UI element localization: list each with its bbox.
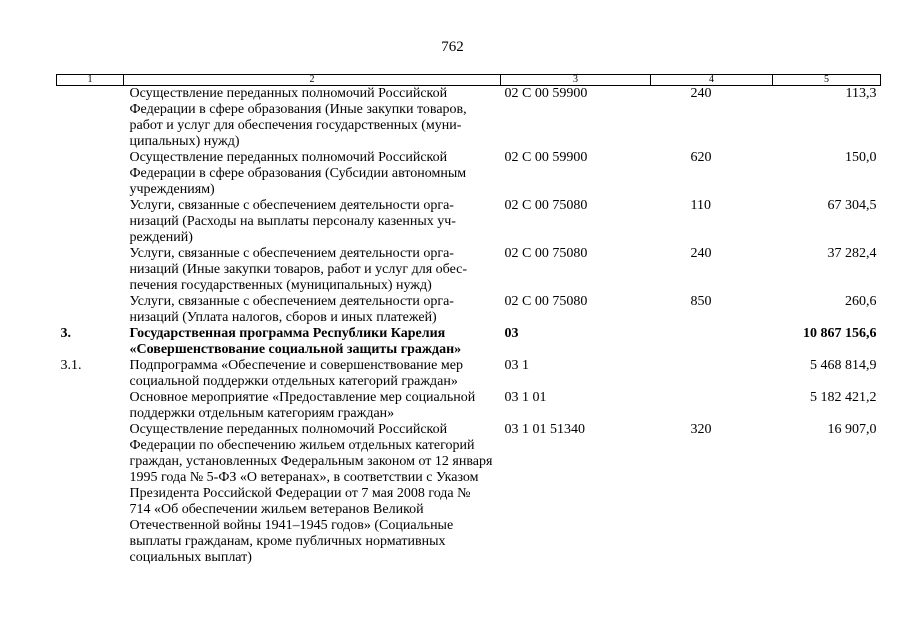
column-header-1: 1	[57, 75, 124, 86]
row-name: Услуги, связанные с обеспечением деятельности организаций (Иные закупки товаров, работ и услуг для обеспечения государственных (муниципальных) нужд)	[129, 246, 468, 293]
row-amount: 113,3	[845, 86, 877, 101]
table-body	[57, 86, 881, 567]
row-code: 02 С 00 59900	[504, 150, 588, 165]
row-expense-type: 320	[690, 422, 712, 437]
table-row	[57, 326, 881, 358]
row-number	[57, 294, 124, 326]
table-row	[57, 422, 881, 566]
table-row	[57, 358, 881, 390]
row-number	[57, 86, 124, 151]
table-row	[57, 246, 881, 294]
row-name: Услуги, связанные с обеспечением деятельности организаций (Расходы на выплаты персоналу казенных учреждений)	[129, 198, 456, 245]
row-name: Основное мероприятие «Предоставление мер социальной поддержки отдельным категориям граждан»	[129, 390, 476, 421]
row-expense-type	[651, 390, 773, 422]
column-header-4: 4	[651, 75, 773, 86]
row-name: Осуществление переданных полномочий Российской Федерации в сфере образования (Субсидии автономным учреждениям)	[129, 150, 467, 197]
row-number	[57, 422, 124, 566]
row-number	[57, 198, 124, 246]
row-expense-type	[651, 326, 773, 358]
row-expense-type: 620	[690, 150, 712, 165]
row-code: 03 1 01 51340	[504, 422, 585, 437]
row-number	[57, 150, 124, 198]
table-row	[57, 150, 881, 198]
row-name: Подпрограмма «Обеспечение и совершенствование мер социальной поддержки отдельных категорий граждан»	[129, 358, 463, 389]
table-row	[57, 86, 881, 151]
row-amount: 37 282,4	[827, 246, 877, 261]
row-number	[57, 246, 124, 294]
row-name: Осуществление переданных полномочий Российской Федерации в сфере образования (Иные закупки товаров, работ и услуг для обеспечения государственных (муниципальных) нужд)	[129, 86, 467, 149]
row-amount: 16 907,0	[827, 422, 877, 437]
row-number	[57, 390, 124, 422]
row-code: 02 С 00 75080	[504, 198, 588, 213]
budget-table	[56, 74, 881, 566]
row-amount: 5 182 421,2	[810, 390, 877, 405]
table-row	[57, 198, 881, 246]
row-name: Осуществление переданных полномочий Российской Федерации по обеспечению жильем отдельных категорий граждан, установленных Федеральным законом от 12 января 1995 года № 5-ФЗ «О ветеранах», в соответствии с Указом Президента Российской Федерации от 7 мая 2008 года № 714 «Об обеспечении жильем ветеранов Великой Отечественной войны 1941–1945 годов» (Социальные выплаты гражданам, кроме публичных нормативных социальных выплат)	[129, 422, 493, 565]
row-number: 3.1.	[60, 358, 82, 373]
row-amount: 67 304,5	[827, 198, 877, 213]
row-amount: 150,0	[845, 150, 877, 165]
row-expense-type: 240	[690, 86, 712, 101]
row-name: Услуги, связанные с обеспечением деятельности организаций (Уплата налогов, сборов и иных платежей)	[129, 294, 454, 325]
row-expense-type: 850	[690, 294, 712, 309]
table-row	[57, 390, 881, 422]
column-header-2: 2	[124, 75, 501, 86]
row-code: 02 С 00 59900	[504, 86, 588, 101]
page-number: 762	[441, 39, 464, 55]
column-header-3: 3	[501, 75, 651, 86]
row-code: 03	[504, 326, 519, 341]
row-number: 3.	[60, 326, 71, 341]
row-name: Государственная программа Республики Карелия «Совершенствование социальной защиты граждан»	[129, 326, 462, 357]
row-code: 03 1	[504, 358, 529, 373]
row-amount: 10 867 156,6	[803, 326, 877, 341]
row-amount: 260,6	[845, 294, 877, 309]
row-code: 02 С 00 75080	[504, 246, 588, 261]
row-amount: 5 468 814,9	[810, 358, 877, 373]
row-expense-type: 110	[690, 198, 711, 213]
row-code: 03 1 01	[504, 390, 547, 405]
row-expense-type: 240	[690, 246, 712, 261]
table-row	[57, 294, 881, 326]
row-code: 02 С 00 75080	[504, 294, 588, 309]
column-header-5: 5	[773, 75, 881, 86]
row-expense-type	[651, 358, 773, 390]
table-header	[57, 75, 881, 86]
